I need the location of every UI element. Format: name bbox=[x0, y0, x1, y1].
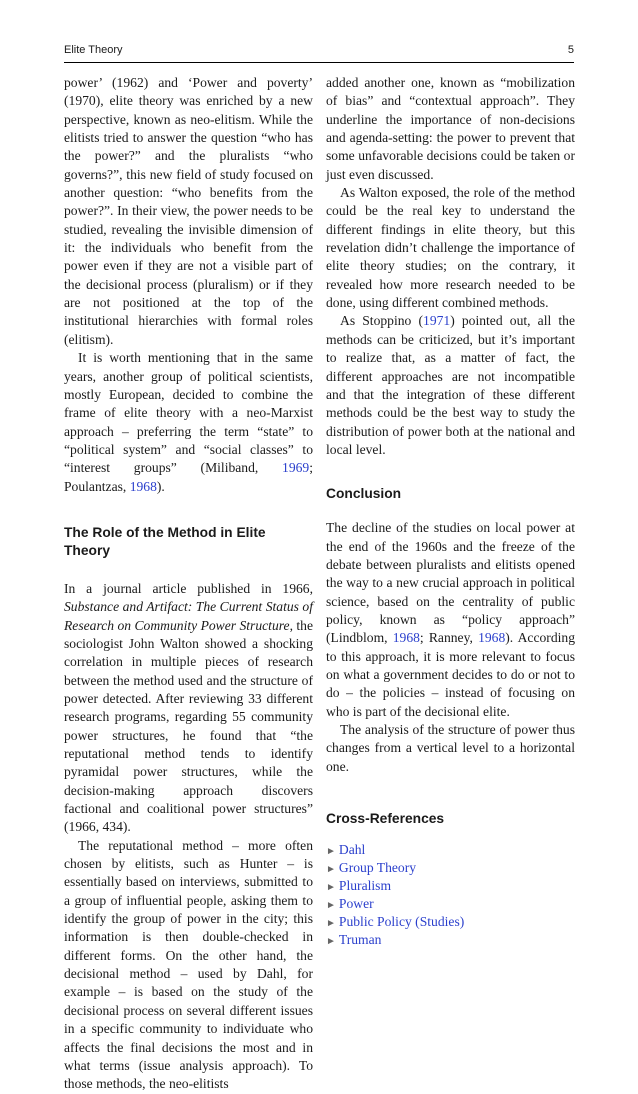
section-heading-method: The Role of the Method in Elite Theory bbox=[64, 524, 266, 558]
citation-link[interactable]: 1968 bbox=[478, 630, 506, 646]
paragraph: As Stoppino (1971) pointed out, all the methods can be criticized, but it’s important to realize that, as a matter of fact, the different approaches are not incompatible and that the integration of these different methods could be the best way to study the distribution of power both at the national and local level. bbox=[326, 313, 576, 457]
running-title: Elite Theory bbox=[64, 44, 123, 56]
cross-reference-item[interactable]: ► Power bbox=[326, 895, 374, 911]
triangle-right-icon: ► bbox=[326, 863, 336, 875]
citation-link[interactable]: 1969 bbox=[282, 460, 310, 476]
triangle-right-icon: ► bbox=[326, 935, 336, 947]
running-header bbox=[64, 40, 574, 63]
citation-link[interactable]: 1968 bbox=[392, 630, 420, 646]
paragraph: power’ (1962) and ‘Power and poverty’ (1970), elite theory was enriched by a new perspective, known as neo-elitism. While the elitists tried to answer the question “who has the power?” and the pluralists “who governs?”, this new field of study focused on another question: “who benefits from the power?”. In their view, the power needs to be studied, revealing the invisible dimension of it: the individuals who benefit from the power even if they are not a visible part of the decisional process (pluralism) or if they are not positioned at the top of the institutional hierarchies with formal roles (elitism). bbox=[64, 75, 313, 347]
cross-references-list bbox=[326, 842, 575, 949]
paragraph: The reputational method – more often chosen by elitists, such as Hunter – is essentially based on interviews, submitted to a group of influential people, asking them to identify the group of power in the city; this information is then double-checked in different forms. On the other hand, the decisional method – used by Dahl, for example – is based on the study of the decisional process on several different issues in a specific community to individuate who affects the final decisions the most and in what terms (issue analysis approach). To those methods, the neo-elitists bbox=[64, 837, 313, 1092]
triangle-right-icon: ► bbox=[326, 917, 336, 929]
cross-reference-item[interactable]: ► Group Theory bbox=[326, 859, 417, 875]
paragraph: In a journal article published in 1966, Substance and Artifact: The Current Status of Research on Community Power Structure, the sociologist John Walton showed a shocking correlation in multiple pieces of research between the method used and the structure of power detected. After reviewing 33 different research programs, regarding 55 community power structures, he found that “the reputational method tends to identify pyramidal power structures, while the decision-making approach discovers factional and coalitional power structures” (1966, 434). bbox=[64, 580, 313, 835]
citation-link[interactable]: 1971 bbox=[423, 313, 451, 329]
triangle-right-icon: ► bbox=[326, 846, 336, 858]
cross-reference-item[interactable]: ► Public Policy (Studies) bbox=[326, 913, 465, 929]
triangle-right-icon: ► bbox=[326, 899, 336, 911]
section-heading-conclusion: Conclusion bbox=[326, 486, 402, 502]
paragraph: It is worth mentioning that in the same years, another group of political scientists, mostly European, decided to combine the frame of elite theory with a neo-Marxist approach – preferring the term “state” to “political system” and “social classes” to “interest groups” (Miliband, 1969; Poulantzas, 1968). bbox=[64, 350, 313, 494]
paragraph: As Walton exposed, the role of the method could be the real key to understand the different findings in elite theory, but this revelation didn’t challenge the importance of elite theory studies; on the contrary, it revealed how more research needed to be done, using different combined methods. bbox=[326, 185, 575, 311]
citation-link[interactable]: 1968 bbox=[129, 478, 157, 494]
cross-reference-item[interactable]: ► Pluralism bbox=[326, 877, 392, 893]
paragraph: The analysis of the structure of power thus changes from a vertical level to a horizontal one. bbox=[326, 722, 575, 774]
cross-reference-item[interactable]: ► Truman bbox=[326, 931, 382, 947]
paragraph: added another one, known as “mobilization of bias” and “contextual approach”. They underline the importance of non-decisions and agenda-setting: the power to prevent that some unfavorable decisions could be taken or just even discussed. bbox=[326, 75, 575, 182]
section-heading-cross-references: Cross-References bbox=[326, 811, 445, 827]
cross-reference-item[interactable]: ► Dahl bbox=[326, 842, 366, 858]
page-number: 5 bbox=[567, 44, 574, 56]
left-column bbox=[64, 74, 313, 1094]
paragraph: The decline of the studies on local power at the end of the 1960s and the freeze of the debate between pluralists and elitists opened the way to a new crucial approach in political science, based on the centrality of public policy, known as “policy approach” (Lindblom, 1968; Ranney, 1968). According to this approach, it is more relevant to focus on what a government decides to do or not to do – the policies – instead of focusing on who is part of the decisional elite. bbox=[326, 520, 575, 719]
triangle-right-icon: ► bbox=[326, 881, 336, 893]
right-column bbox=[326, 74, 575, 949]
